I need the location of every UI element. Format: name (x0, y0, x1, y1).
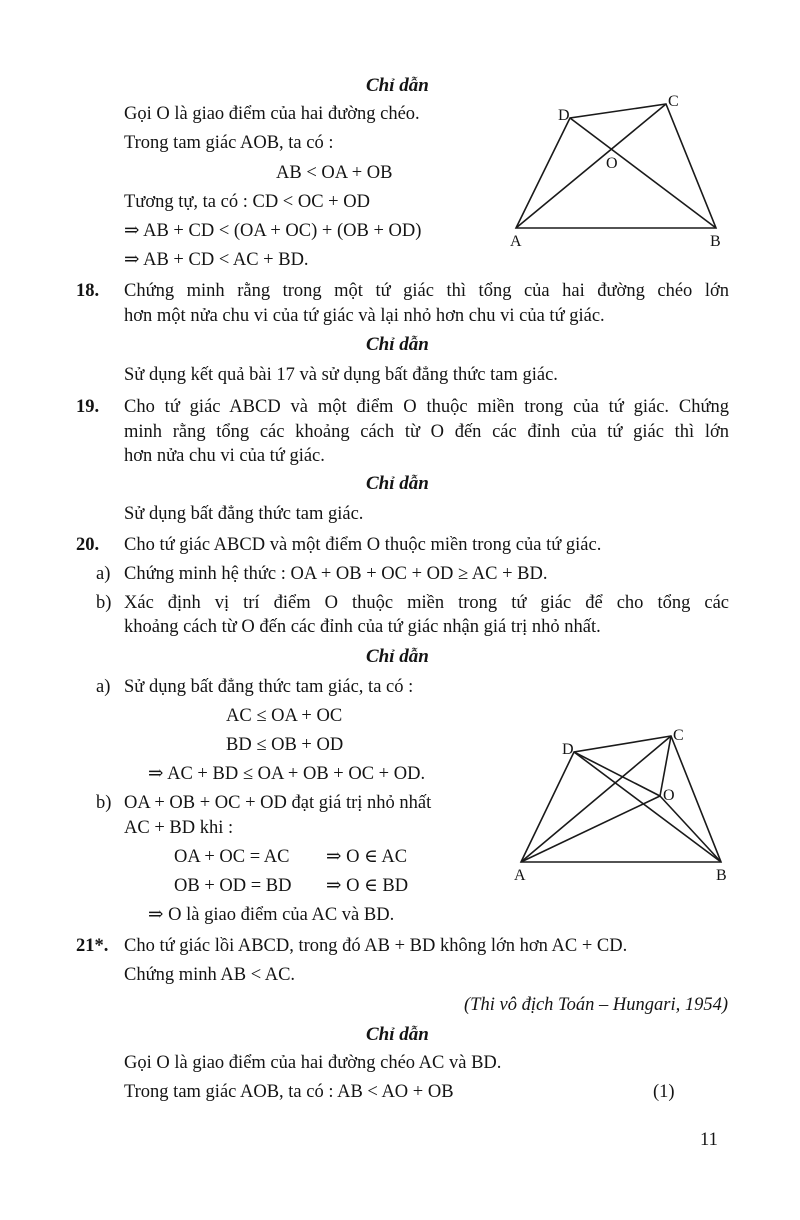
label-o: O (606, 155, 618, 172)
part-text: Xác định vị trí điểm O thuộc miền trong tứ giác để cho tổng các (124, 593, 729, 613)
exercise-number: 20. (76, 535, 100, 555)
exercise-text: Cho tứ giác ABCD và một điểm O thuộc miền trong của tứ giác. Chứng (124, 397, 729, 417)
segment-ob (660, 796, 721, 862)
hint-text: Gọi O là giao điểm của hai đường chéo AC và BD. (124, 1053, 502, 1073)
hint-text: Sử dụng kết quả bài 17 và sử dụng bất đẳng thức tam giác. (124, 365, 558, 385)
hint-formula: AB < OA + OB (276, 163, 393, 183)
part-text: khoảng cách từ O đến các đỉnh của tứ giác nhận giá trị nhỏ nhất. (124, 617, 601, 637)
exercise-text: Cho tứ giác ABCD và một điểm O thuộc miền trong của tứ giác. (124, 535, 602, 555)
diagonal-ac (521, 736, 671, 862)
hint-formula: BD ≤ OB + OD (226, 735, 344, 755)
hint-formula: AC ≤ OA + OC (226, 706, 343, 726)
hint-line: Gọi O là giao điểm của hai đường chéo. (124, 104, 420, 124)
exercise-text: Chứng minh AB < AC. (124, 965, 296, 985)
part-text: Chứng minh hệ thức : OA + OB + OC + OD ≥ AC + BD. (124, 564, 548, 584)
source-citation: (Thi vô địch Toán – Hungari, 1954) (464, 995, 728, 1015)
hint-title: Chỉ dẫn (366, 473, 429, 494)
hint-formula: ⇒ O ∈ AC (326, 847, 408, 867)
hint-formula: ⇒ AB + CD < AC + BD. (124, 250, 309, 270)
part-label: b) (96, 793, 112, 813)
quadrilateral-figure-1 (500, 85, 740, 255)
hint-formula: Trong tam giác AOB, ta có : AB < AO + OB (124, 1082, 454, 1102)
hint-formula: OB + OD = BD (174, 876, 292, 896)
label-o: O (663, 787, 675, 804)
part-label: a) (96, 677, 111, 697)
hint-title: Chỉ dẫn (366, 75, 429, 96)
hint-formula: ⇒ AB + CD < (OA + OC) + (OB + OD) (124, 221, 422, 241)
label-c: C (673, 727, 684, 744)
hint-line: Trong tam giác AOB, ta có : (124, 133, 334, 153)
segment-oa (521, 796, 660, 862)
hint-title: Chỉ dẫn (366, 1024, 429, 1045)
hint-text: OA + OB + OC + OD đạt giá trị nhỏ nhất (124, 793, 432, 813)
segment-od (574, 752, 660, 796)
part-label: a) (96, 564, 111, 584)
label-c: C (668, 93, 679, 110)
hint-title: Chỉ dẫn (366, 646, 429, 667)
hint-text: Sử dụng bất đẳng thức tam giác. (124, 504, 364, 524)
hint-formula: ⇒ AC + BD ≤ OA + OB + OC + OD. (148, 764, 426, 784)
exercise-number: 21*. (76, 936, 109, 956)
exercise-text: hơn một nửa chu vi của tứ giác và lại nhỏ hơn chu vi của tứ giác. (124, 306, 605, 326)
quadrilateral-figure-2 (505, 720, 750, 890)
hint-text: Sử dụng bất đẳng thức tam giác, ta có : (124, 677, 414, 697)
label-a: A (514, 867, 526, 884)
label-a: A (510, 233, 522, 250)
equation-tag: (1) (653, 1082, 675, 1102)
quadrilateral-abcd (521, 736, 721, 862)
exercise-number: 18. (76, 281, 100, 301)
exercise-number: 19. (76, 397, 100, 417)
exercise-text: Chứng minh rằng trong một tứ giác thì tổng của hai đường chéo lớn (124, 281, 729, 301)
diagonal-ac (516, 104, 666, 228)
label-b: B (716, 867, 727, 884)
label-d: D (562, 741, 574, 758)
label-b: B (710, 233, 721, 250)
hint-conclusion: ⇒ O là giao điểm của AC và BD. (148, 905, 395, 925)
exercise-text: minh rằng tổng các khoảng cách từ O đến các đỉnh của tứ giác thì lớn (124, 422, 729, 442)
part-label: b) (96, 593, 112, 613)
exercise-text: hơn nửa chu vi của tứ giác. (124, 446, 325, 466)
hint-text: AC + BD khi : (124, 818, 234, 838)
hint-line: Tương tự, ta có : CD < OC + OD (124, 192, 370, 212)
page-number: 11 (700, 1130, 718, 1150)
exercise-text: Cho tứ giác lồi ABCD, trong đó AB + BD không lớn hơn AC + CD. (124, 936, 628, 956)
hint-title: Chỉ dẫn (366, 334, 429, 355)
hint-formula: ⇒ O ∈ BD (326, 876, 409, 896)
hint-formula: OA + OC = AC (174, 847, 290, 867)
label-d: D (558, 107, 570, 124)
